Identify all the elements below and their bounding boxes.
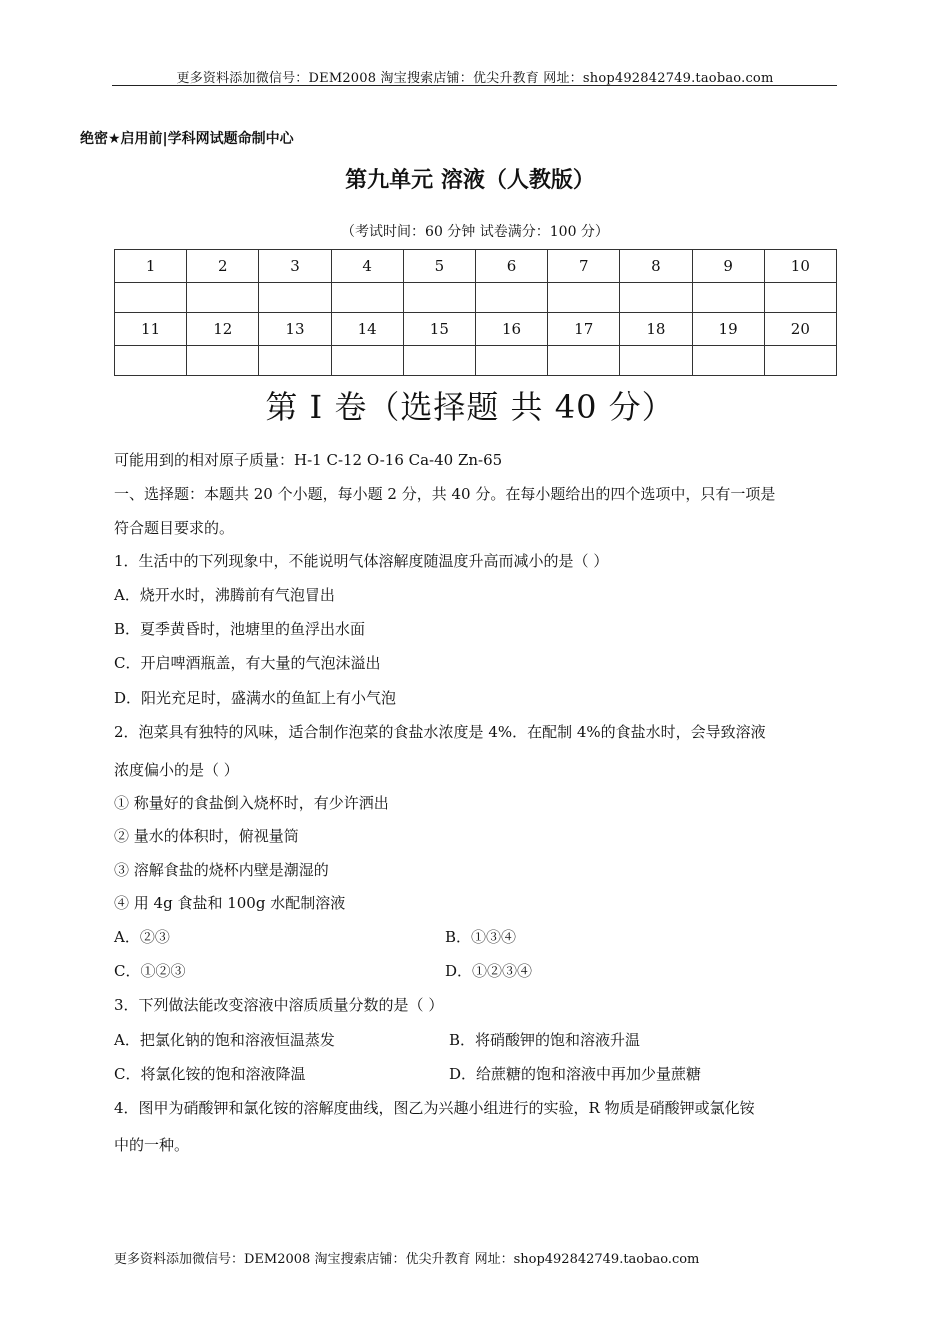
answer-number-cell: 6 [475, 250, 547, 283]
question-3-option-c: C．将氯化铵的饱和溶液降温 [114, 1065, 306, 1083]
question-1-option-b: B．夏季黄昏时，池塘里的鱼浮出水面 [114, 620, 366, 638]
answer-number-cell: 13 [259, 313, 331, 346]
question-2-option-b: B．①③④ [445, 928, 517, 946]
question-2-item-4: ④ 用 4g 食盐和 100g 水配制溶液 [114, 894, 346, 912]
answer-blank-cell[interactable] [475, 283, 547, 313]
answer-number-cell: 9 [692, 250, 764, 283]
question-2-item-2: ② 量水的体积时，俯视量筒 [114, 827, 299, 845]
answer-number-cell: 12 [187, 313, 259, 346]
section-intro-cont: 符合题目要求的。 [114, 519, 235, 537]
answer-blank-cell[interactable] [187, 346, 259, 376]
answer-blank-cell[interactable] [259, 346, 331, 376]
answer-number-cell: 3 [259, 250, 331, 283]
answer-table-blank-row [115, 346, 837, 376]
answer-blank-cell[interactable] [692, 346, 764, 376]
question-1-option-a: A．烧开水时，沸腾前有气泡冒出 [114, 586, 335, 604]
answer-table-number-row [115, 313, 837, 346]
answer-number-cell: 11 [115, 313, 187, 346]
answer-table-number-row [115, 250, 837, 283]
answer-number-cell: 14 [331, 313, 403, 346]
question-3-option-b: B．将硝酸钾的饱和溶液升温 [449, 1031, 641, 1049]
answer-blank-cell[interactable] [764, 283, 836, 313]
answer-number-cell: 18 [620, 313, 692, 346]
question-4-stem: 4．图甲为硝酸钾和氯化铵的溶解度曲线，图乙为兴趣小组进行的实验，R 物质是硝酸钾或氯化铵 [114, 1099, 755, 1117]
part-title: 第 I 卷（选择题 共 40 分） [265, 388, 675, 426]
answer-number-cell: 10 [764, 250, 836, 283]
answer-blank-cell[interactable] [115, 346, 187, 376]
answer-number-cell: 5 [403, 250, 475, 283]
answer-blank-cell[interactable] [331, 283, 403, 313]
answer-blank-cell[interactable] [692, 283, 764, 313]
answer-blank-cell[interactable] [403, 346, 475, 376]
answer-number-cell: 1 [115, 250, 187, 283]
document-title: 第九单元 溶液（人教版） [345, 168, 595, 193]
answer-number-cell: 15 [403, 313, 475, 346]
confidential-label: 绝密★启用前|学科网试题命制中心 [80, 131, 294, 147]
question-2-option-c: C．①②③ [114, 962, 186, 980]
question-2-item-3: ③ 溶解食盐的烧杯内壁是潮湿的 [114, 861, 329, 879]
answer-number-cell: 17 [548, 313, 620, 346]
header-divider [112, 85, 837, 86]
answer-number-cell: 2 [187, 250, 259, 283]
answer-number-cell: 4 [331, 250, 403, 283]
page-header: 更多资料添加微信号：DEM2008 淘宝搜索店铺：优尖升教育 网址：shop492842749.taobao.com [176, 71, 774, 86]
exam-info: （考试时间：60 分钟 试卷满分：100 分） [341, 224, 609, 240]
answer-blank-cell[interactable] [331, 346, 403, 376]
question-1-stem: 1．生活中的下列现象中，不能说明气体溶解度随温度升高而减小的是（ ） [114, 552, 609, 570]
answer-blank-cell[interactable] [403, 283, 475, 313]
answer-table-blank-row [115, 283, 837, 313]
question-3-stem: 3．下列做法能改变溶液中溶质质量分数的是（ ） [114, 996, 444, 1014]
atomic-masses: 可能用到的相对原子质量：H-1 C-12 O-16 Ca-40 Zn-65 [114, 451, 503, 469]
question-4-stem-cont: 中的一种。 [114, 1136, 190, 1154]
answer-number-cell: 16 [475, 313, 547, 346]
answer-blank-cell[interactable] [620, 346, 692, 376]
answer-number-cell: 19 [692, 313, 764, 346]
answer-blank-cell[interactable] [548, 283, 620, 313]
answer-blank-cell[interactable] [764, 346, 836, 376]
question-2-option-d: D．①②③④ [445, 962, 533, 980]
page-footer: 更多资料添加微信号：DEM2008 淘宝搜索店铺：优尖升教育 网址：shop492842749.taobao.com [114, 1252, 700, 1267]
question-2-item-1: ① 称量好的食盐倒入烧杯时，有少许洒出 [114, 794, 389, 812]
question-2-stem: 2．泡菜具有独特的风味，适合制作泡菜的食盐水浓度是 4%．在配制 4%的食盐水时，会导致溶液 [114, 723, 766, 741]
question-2-stem-cont: 浓度偏小的是（ ） [114, 761, 239, 779]
answer-number-cell: 7 [548, 250, 620, 283]
answer-blank-cell[interactable] [620, 283, 692, 313]
answer-blank-cell[interactable] [475, 346, 547, 376]
question-2-option-a: A．②③ [114, 928, 170, 946]
answer-number-cell: 8 [620, 250, 692, 283]
answer-blank-cell[interactable] [115, 283, 187, 313]
section-intro: 一、选择题：本题共 20 个小题，每小题 2 分，共 40 分。在每小题给出的四个选项中，只有一项是 [114, 485, 776, 503]
answer-blank-cell[interactable] [259, 283, 331, 313]
answer-blank-cell[interactable] [187, 283, 259, 313]
question-1-option-d: D．阳光充足时，盛满水的鱼缸上有小气泡 [114, 689, 397, 707]
question-1-option-c: C．开启啤酒瓶盖，有大量的气泡沫溢出 [114, 654, 381, 672]
answer-number-cell: 20 [764, 313, 836, 346]
answer-blank-cell[interactable] [548, 346, 620, 376]
answer-table [114, 249, 837, 376]
question-3-option-a: A．把氯化钠的饱和溶液恒温蒸发 [114, 1031, 335, 1049]
question-3-option-d: D．给蔗糖的饱和溶液中再加少量蔗糖 [449, 1065, 702, 1083]
